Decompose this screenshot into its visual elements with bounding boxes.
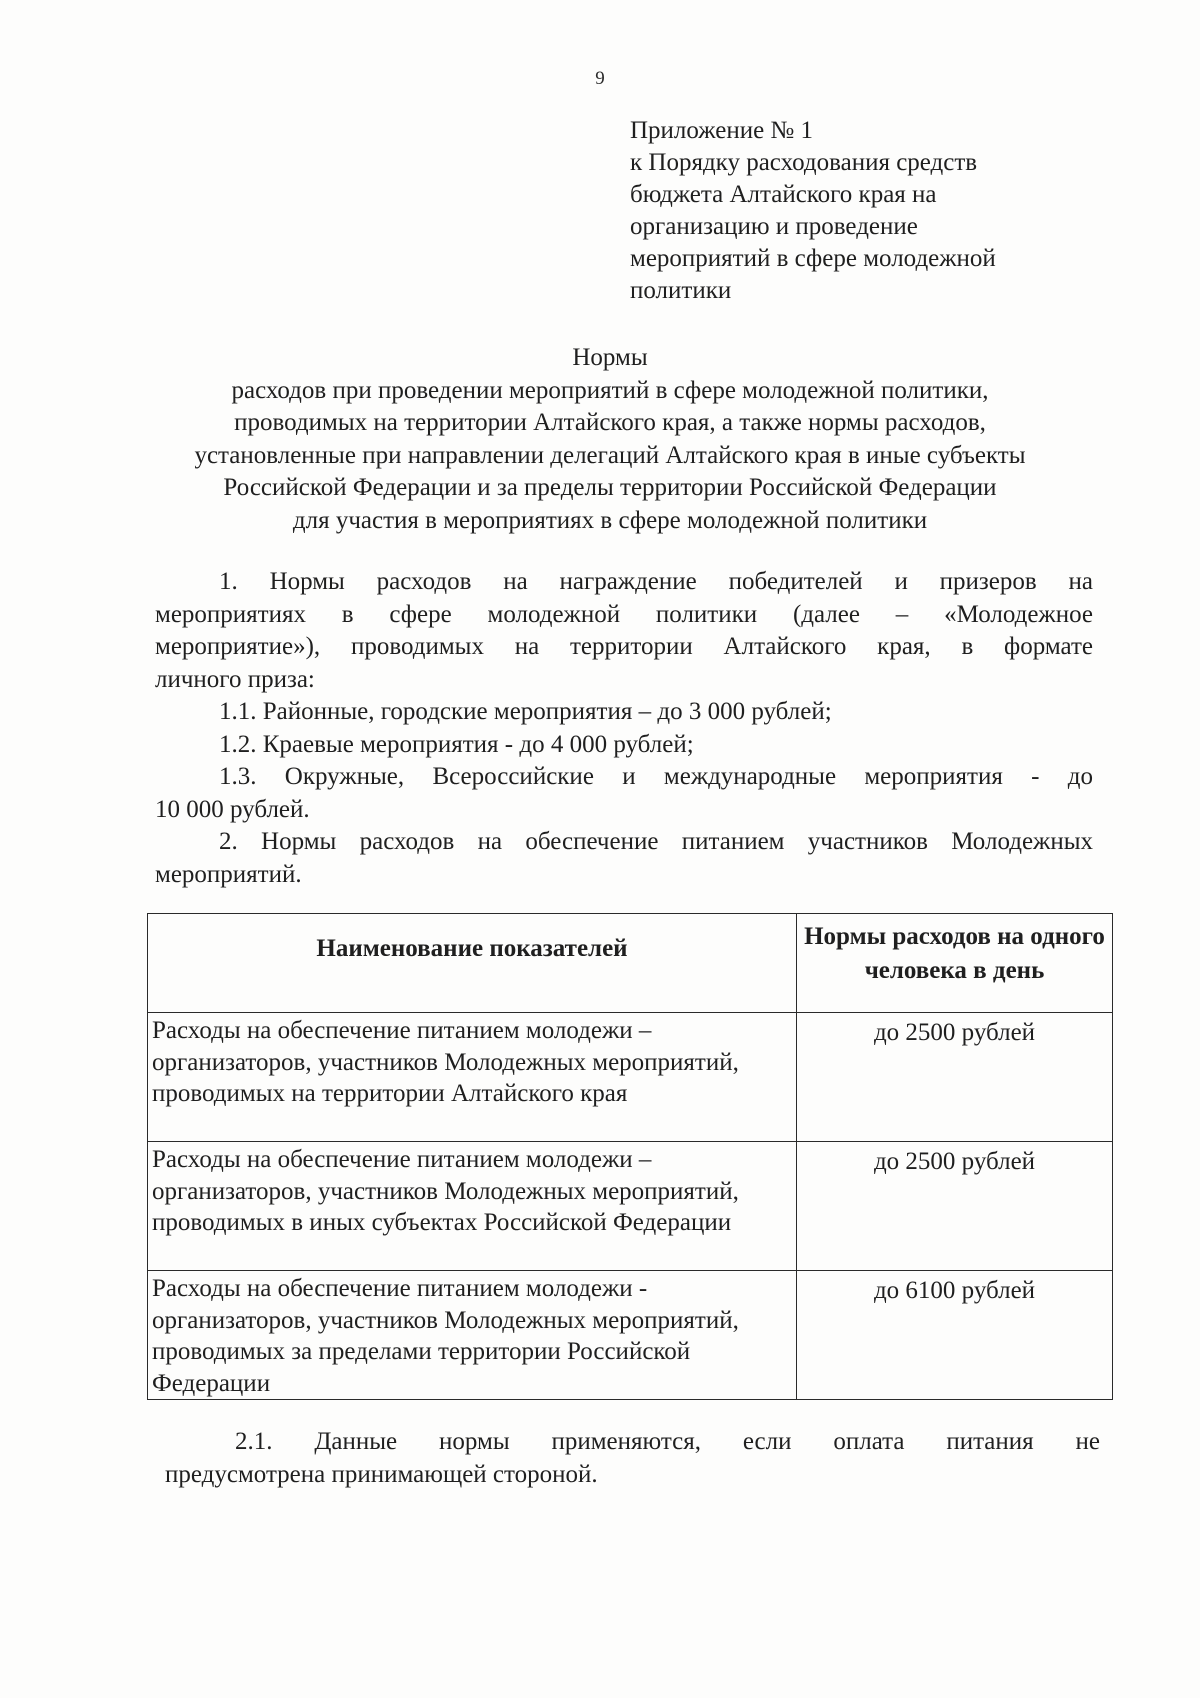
list-item-1-3-cont: 10 000 рублей.: [155, 795, 310, 823]
table-cell-label: Расходы на обеспечение питанием молодежи - организаторов, участников Молодежных мероприятий, проводимых за пределами территории Российской Федерации: [148, 1271, 797, 1400]
list-item-1-2: 1.2. Краевые мероприятия - до 4 000 рублей;: [219, 730, 694, 758]
annex-line: политики: [630, 277, 732, 304]
table-header-row: [148, 914, 1113, 1013]
section-2-line: 2. Нормы расходов на обеспечение питанием участников Молодежных: [219, 828, 1093, 855]
norms-table: [147, 913, 1113, 1400]
table-row: [148, 1142, 1113, 1271]
annex-line: организацию и проведение: [630, 213, 918, 240]
table-cell-label: Расходы на обеспечение питанием молодежи – организаторов, участников Молодежных мероприятий, проводимых в иных субъектах Российской Федерации: [148, 1142, 797, 1271]
title-line: установленные при направлении делегаций Алтайского края в иные субъекты: [194, 441, 1026, 469]
title-line: Нормы: [572, 344, 648, 371]
title-line: для участия в мероприятиях в сфере молодежной политики: [292, 506, 928, 534]
annex-line: бюджета Алтайского края на: [630, 181, 937, 208]
paragraph-line: предусмотрена принимающей стороной.: [165, 1460, 598, 1488]
annex-line: мероприятий в сфере молодежной: [630, 245, 996, 272]
title-line: проводимых на территории Алтайского края, а также нормы расходов,: [234, 409, 986, 436]
paragraph-line: 2.1. Данные нормы применяются, если оплата питания не: [235, 1428, 1100, 1455]
title-line: Российской Федерации и за пределы территории Российской Федерации: [223, 474, 997, 501]
table-cell-value: до 2500 рублей: [797, 1013, 1113, 1142]
paragraph-line: личного приза:: [155, 665, 315, 693]
annex-header: [630, 115, 1100, 307]
table-cell-value: до 6100 рублей: [797, 1271, 1113, 1400]
paragraph-line: мероприятие»), проводимых на территории Алтайского края, в формате: [155, 633, 1093, 660]
table-row: [148, 1271, 1113, 1400]
section-2-1: [165, 1426, 1100, 1491]
annex-line: Приложение № 1: [630, 117, 814, 144]
table-header-norm: Нормы расходов на одного человека в день: [797, 914, 1113, 1013]
table-cell-label: Расходы на обеспечение питанием молодежи – организаторов, участников Молодежных мероприятий, проводимых на территории Алтайского края: [148, 1013, 797, 1142]
document-title: [120, 342, 1100, 537]
table-row: [148, 1013, 1113, 1142]
list-item-1-1: 1.1. Районные, городские мероприятия – до 3 000 рублей;: [219, 698, 832, 725]
list-item-1-3: 1.3. Окружные, Всероссийские и международные мероприятия - до: [219, 763, 1093, 790]
title-line: расходов при проведении мероприятий в сфере молодежной политики,: [231, 376, 989, 404]
table-cell-value: до 2500 рублей: [797, 1142, 1113, 1271]
section-1: [155, 566, 1093, 891]
annex-line: к Порядку расходования средств: [630, 149, 978, 176]
paragraph-line: мероприятиях в сфере молодежной политики (далее – «Молодежное: [155, 600, 1093, 628]
table-header-indicator: Наименование показателей: [148, 914, 797, 1013]
paragraph-line: 1. Нормы расходов на награждение победителей и призеров на: [219, 568, 1093, 595]
page-number: 9: [595, 68, 605, 89]
section-2-line: мероприятий.: [155, 860, 302, 888]
